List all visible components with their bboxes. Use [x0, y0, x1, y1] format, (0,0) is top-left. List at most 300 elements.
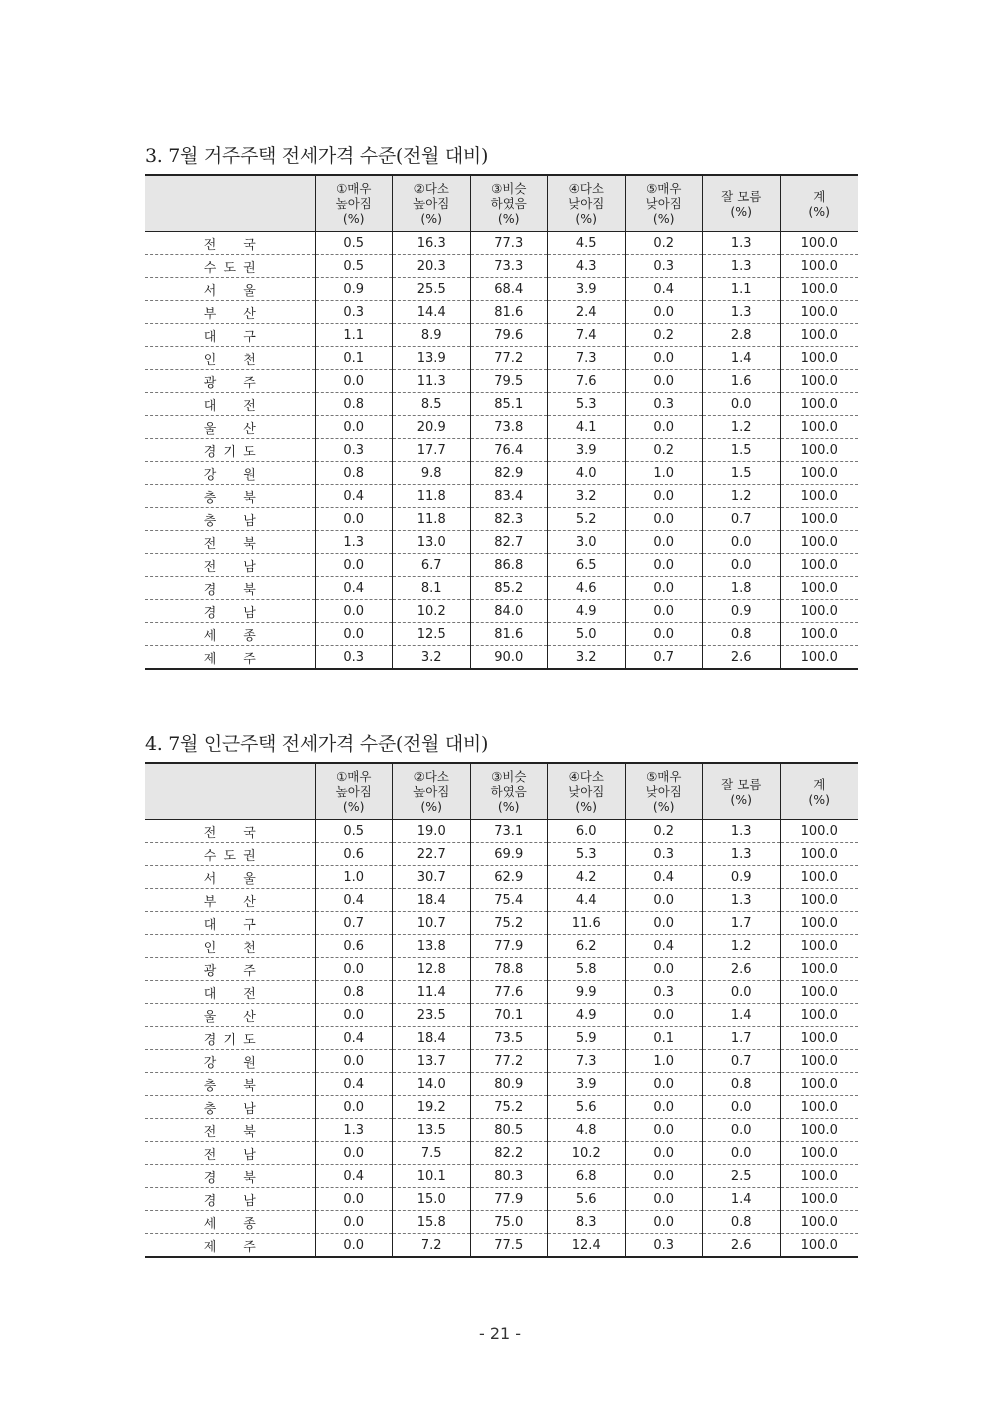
value-cell: 0.0 — [625, 958, 703, 981]
column-header: ④다소 낮아짐 (%) — [548, 763, 626, 820]
value-cell: 3.9 — [548, 439, 626, 462]
value-cell: 0.8 — [703, 623, 781, 646]
value-cell: 3.2 — [548, 646, 626, 670]
value-cell: 11.8 — [393, 508, 471, 531]
value-cell: 4.5 — [548, 232, 626, 255]
value-cell: 0.0 — [625, 577, 703, 600]
value-cell: 85.1 — [470, 393, 548, 416]
value-cell: 0.7 — [315, 912, 393, 935]
value-cell: 2.6 — [703, 958, 781, 981]
table-row — [145, 912, 858, 935]
value-cell: 5.6 — [548, 1188, 626, 1211]
value-cell: 85.2 — [470, 577, 548, 600]
value-cell: 0.0 — [315, 370, 393, 393]
value-cell: 3.9 — [548, 278, 626, 301]
value-cell: 12.8 — [393, 958, 471, 981]
value-cell: 5.9 — [548, 1027, 626, 1050]
table-row — [145, 370, 858, 393]
value-cell: 3.9 — [548, 1073, 626, 1096]
value-cell: 0.0 — [625, 600, 703, 623]
region-cell — [145, 820, 315, 843]
region-label: 충 남 — [203, 1101, 256, 1117]
table-row — [145, 485, 858, 508]
region-label: 전 국 — [203, 825, 256, 841]
value-cell: 0.6 — [315, 935, 393, 958]
value-cell: 15.8 — [393, 1211, 471, 1234]
value-cell: 82.3 — [470, 508, 548, 531]
value-cell: 4.0 — [548, 462, 626, 485]
value-cell: 100.0 — [780, 1004, 858, 1027]
table-row — [145, 1142, 858, 1165]
value-cell: 75.2 — [470, 912, 548, 935]
value-cell: 8.9 — [393, 324, 471, 347]
region-label: 경 기 도 — [203, 444, 256, 460]
table-row — [145, 393, 858, 416]
region-cell — [145, 278, 315, 301]
table-row — [145, 531, 858, 554]
value-cell: 0.7 — [625, 646, 703, 670]
value-cell: 0.2 — [625, 439, 703, 462]
table-row — [145, 843, 858, 866]
value-cell: 0.0 — [703, 981, 781, 1004]
table-row — [145, 623, 858, 646]
value-cell: 0.3 — [625, 393, 703, 416]
region-cell — [145, 485, 315, 508]
value-cell: 1.4 — [703, 347, 781, 370]
value-cell: 0.0 — [625, 347, 703, 370]
table-row — [145, 1004, 858, 1027]
region-cell — [145, 1142, 315, 1165]
value-cell: 1.1 — [315, 324, 393, 347]
value-cell: 0.8 — [703, 1073, 781, 1096]
table-row — [145, 600, 858, 623]
value-cell: 81.6 — [470, 623, 548, 646]
value-cell: 79.5 — [470, 370, 548, 393]
value-cell: 0.4 — [625, 866, 703, 889]
section-title-residence: 3. 7월 거주주택 전세가격 수준(전월 대비) — [145, 145, 489, 167]
value-cell: 12.5 — [393, 623, 471, 646]
region-cell — [145, 958, 315, 981]
value-cell: 1.4 — [703, 1004, 781, 1027]
value-cell: 1.2 — [703, 935, 781, 958]
value-cell: 2.6 — [703, 1234, 781, 1258]
region-cell — [145, 324, 315, 347]
table-row — [145, 889, 858, 912]
region-cell — [145, 646, 315, 670]
region-label: 전 국 — [203, 237, 256, 253]
table-row — [145, 1027, 858, 1050]
value-cell: 100.0 — [780, 439, 858, 462]
value-cell: 6.7 — [393, 554, 471, 577]
value-cell: 100.0 — [780, 370, 858, 393]
value-cell: 0.0 — [315, 1188, 393, 1211]
column-header: ①매우 높아짐 (%) — [315, 763, 393, 820]
value-cell: 0.2 — [625, 324, 703, 347]
value-cell: 0.4 — [315, 485, 393, 508]
value-cell: 7.4 — [548, 324, 626, 347]
value-cell: 0.0 — [625, 370, 703, 393]
value-cell: 73.8 — [470, 416, 548, 439]
value-cell: 3.0 — [548, 531, 626, 554]
value-cell: 0.1 — [625, 1027, 703, 1050]
value-cell: 30.7 — [393, 866, 471, 889]
region-cell — [145, 1211, 315, 1234]
value-cell: 0.0 — [625, 889, 703, 912]
column-header: 잘 모름 (%) — [703, 763, 781, 820]
region-cell — [145, 1188, 315, 1211]
value-cell: 8.3 — [548, 1211, 626, 1234]
column-header: ②다소 높아짐 (%) — [393, 763, 471, 820]
value-cell: 83.4 — [470, 485, 548, 508]
value-cell: 2.5 — [703, 1165, 781, 1188]
value-cell: 4.1 — [548, 416, 626, 439]
value-cell: 0.0 — [315, 1050, 393, 1073]
value-cell: 0.0 — [625, 1073, 703, 1096]
table-row — [145, 232, 858, 255]
value-cell: 1.3 — [703, 255, 781, 278]
value-cell: 0.9 — [703, 866, 781, 889]
value-cell: 100.0 — [780, 623, 858, 646]
value-cell: 0.0 — [315, 1211, 393, 1234]
value-cell: 0.4 — [315, 889, 393, 912]
value-cell: 0.8 — [703, 1211, 781, 1234]
table-row — [145, 820, 858, 843]
region-label: 대 전 — [203, 986, 256, 1002]
region-cell — [145, 554, 315, 577]
value-cell: 0.5 — [315, 232, 393, 255]
value-cell: 1.3 — [703, 232, 781, 255]
value-cell: 1.7 — [703, 912, 781, 935]
table-row — [145, 278, 858, 301]
value-cell: 1.3 — [315, 1119, 393, 1142]
value-cell: 1.0 — [315, 866, 393, 889]
value-cell: 0.4 — [625, 278, 703, 301]
value-cell: 100.0 — [780, 416, 858, 439]
value-cell: 81.6 — [470, 301, 548, 324]
value-cell: 5.8 — [548, 958, 626, 981]
region-label: 강 원 — [203, 1055, 256, 1071]
value-cell: 0.0 — [625, 1188, 703, 1211]
region-label: 부 산 — [203, 306, 256, 322]
value-cell: 84.0 — [470, 600, 548, 623]
region-cell — [145, 1050, 315, 1073]
value-cell: 1.0 — [625, 462, 703, 485]
value-cell: 18.4 — [393, 1027, 471, 1050]
value-cell: 0.4 — [315, 1027, 393, 1050]
value-cell: 8.5 — [393, 393, 471, 416]
value-cell: 0.0 — [315, 554, 393, 577]
value-cell: 10.7 — [393, 912, 471, 935]
value-cell: 13.7 — [393, 1050, 471, 1073]
region-cell — [145, 1073, 315, 1096]
value-cell: 0.3 — [625, 843, 703, 866]
value-cell: 100.0 — [780, 1027, 858, 1050]
value-cell: 1.0 — [625, 1050, 703, 1073]
value-cell: 0.3 — [625, 255, 703, 278]
region-cell — [145, 935, 315, 958]
column-header: 잘 모름 (%) — [703, 175, 781, 232]
table-row — [145, 508, 858, 531]
table-row — [145, 1096, 858, 1119]
value-cell: 1.7 — [703, 1027, 781, 1050]
table-row — [145, 439, 858, 462]
value-cell: 0.4 — [315, 577, 393, 600]
value-cell: 0.3 — [625, 981, 703, 1004]
value-cell: 100.0 — [780, 1165, 858, 1188]
table-row — [145, 324, 858, 347]
table-header-row — [145, 175, 858, 232]
value-cell: 100.0 — [780, 1234, 858, 1258]
value-cell: 19.2 — [393, 1096, 471, 1119]
value-cell: 0.0 — [625, 554, 703, 577]
value-cell: 1.2 — [703, 416, 781, 439]
value-cell: 0.0 — [315, 416, 393, 439]
value-cell: 4.9 — [548, 600, 626, 623]
value-cell: 77.3 — [470, 232, 548, 255]
table-row — [145, 554, 858, 577]
value-cell: 80.5 — [470, 1119, 548, 1142]
region-label: 광 주 — [203, 375, 256, 391]
value-cell: 11.3 — [393, 370, 471, 393]
value-cell: 0.3 — [315, 646, 393, 670]
section-title-nearby: 4. 7월 인근주택 전세가격 수준(전월 대비) — [145, 733, 489, 755]
value-cell: 14.4 — [393, 301, 471, 324]
value-cell: 11.6 — [548, 912, 626, 935]
value-cell: 13.8 — [393, 935, 471, 958]
region-cell — [145, 912, 315, 935]
region-label: 수 도 권 — [203, 260, 256, 276]
value-cell: 100.0 — [780, 301, 858, 324]
value-cell: 100.0 — [780, 1188, 858, 1211]
value-cell: 0.0 — [625, 912, 703, 935]
value-cell: 8.1 — [393, 577, 471, 600]
page-number: - 21 - — [478, 1324, 522, 1343]
value-cell: 100.0 — [780, 347, 858, 370]
value-cell: 100.0 — [780, 462, 858, 485]
value-cell: 5.6 — [548, 1096, 626, 1119]
region-cell — [145, 462, 315, 485]
value-cell: 6.0 — [548, 820, 626, 843]
value-cell: 100.0 — [780, 1211, 858, 1234]
region-cell — [145, 1004, 315, 1027]
value-cell: 79.6 — [470, 324, 548, 347]
region-label: 서 울 — [203, 871, 256, 887]
value-cell: 0.1 — [315, 347, 393, 370]
value-cell: 77.5 — [470, 1234, 548, 1258]
region-label: 서 울 — [203, 283, 256, 299]
region-label: 강 원 — [203, 467, 256, 483]
table-row — [145, 577, 858, 600]
region-label: 전 남 — [203, 1147, 256, 1163]
value-cell: 0.0 — [315, 958, 393, 981]
value-cell: 100.0 — [780, 866, 858, 889]
column-header: ①매우 높아짐 (%) — [315, 175, 393, 232]
value-cell: 15.0 — [393, 1188, 471, 1211]
region-cell — [145, 393, 315, 416]
value-cell: 2.4 — [548, 301, 626, 324]
value-cell: 7.3 — [548, 347, 626, 370]
table-row — [145, 981, 858, 1004]
value-cell: 86.8 — [470, 554, 548, 577]
value-cell: 13.9 — [393, 347, 471, 370]
value-cell: 100.0 — [780, 1050, 858, 1073]
value-cell: 9.8 — [393, 462, 471, 485]
value-cell: 13.0 — [393, 531, 471, 554]
value-cell: 20.3 — [393, 255, 471, 278]
value-cell: 100.0 — [780, 554, 858, 577]
region-cell — [145, 232, 315, 255]
value-cell: 0.0 — [315, 508, 393, 531]
value-cell: 100.0 — [780, 843, 858, 866]
value-cell: 7.6 — [548, 370, 626, 393]
region-label: 충 남 — [203, 513, 256, 529]
region-cell — [145, 600, 315, 623]
value-cell: 1.6 — [703, 370, 781, 393]
value-cell: 1.8 — [703, 577, 781, 600]
value-cell: 1.5 — [703, 439, 781, 462]
value-cell: 73.5 — [470, 1027, 548, 1050]
value-cell: 0.0 — [315, 1004, 393, 1027]
region-label: 대 구 — [203, 917, 256, 933]
value-cell: 100.0 — [780, 577, 858, 600]
region-cell — [145, 301, 315, 324]
value-cell: 20.9 — [393, 416, 471, 439]
value-cell: 5.3 — [548, 393, 626, 416]
region-label: 광 주 — [203, 963, 256, 979]
value-cell: 100.0 — [780, 531, 858, 554]
value-cell: 100.0 — [780, 255, 858, 278]
region-label: 경 남 — [203, 1193, 256, 1209]
value-cell: 100.0 — [780, 820, 858, 843]
region-label: 울 산 — [203, 421, 256, 437]
value-cell: 90.0 — [470, 646, 548, 670]
value-cell: 1.3 — [703, 820, 781, 843]
value-cell: 10.2 — [548, 1142, 626, 1165]
value-cell: 100.0 — [780, 1142, 858, 1165]
value-cell: 0.0 — [625, 1165, 703, 1188]
region-label: 충 북 — [203, 1078, 256, 1094]
value-cell: 16.3 — [393, 232, 471, 255]
value-cell: 0.0 — [703, 554, 781, 577]
value-cell: 0.0 — [625, 1211, 703, 1234]
value-cell: 80.3 — [470, 1165, 548, 1188]
value-cell: 6.8 — [548, 1165, 626, 1188]
value-cell: 0.8 — [315, 981, 393, 1004]
value-cell: 0.0 — [625, 1119, 703, 1142]
region-label: 수 도 권 — [203, 848, 256, 864]
value-cell: 100.0 — [780, 1073, 858, 1096]
value-cell: 2.8 — [703, 324, 781, 347]
value-cell: 0.2 — [625, 820, 703, 843]
value-cell: 75.0 — [470, 1211, 548, 1234]
value-cell: 0.9 — [315, 278, 393, 301]
value-cell: 7.3 — [548, 1050, 626, 1073]
value-cell: 0.0 — [625, 301, 703, 324]
value-cell: 76.4 — [470, 439, 548, 462]
value-cell: 4.6 — [548, 577, 626, 600]
value-cell: 18.4 — [393, 889, 471, 912]
value-cell: 100.0 — [780, 912, 858, 935]
value-cell: 77.9 — [470, 1188, 548, 1211]
value-cell: 5.3 — [548, 843, 626, 866]
region-label: 세 종 — [203, 628, 256, 644]
value-cell: 25.5 — [393, 278, 471, 301]
value-cell: 3.2 — [548, 485, 626, 508]
table-row — [145, 1073, 858, 1096]
column-header: ⑤매우 낮아짐 (%) — [625, 763, 703, 820]
value-cell: 0.0 — [625, 485, 703, 508]
region-label: 전 남 — [203, 559, 256, 575]
region-label: 경 남 — [203, 605, 256, 621]
region-label: 전 북 — [203, 536, 256, 552]
table-row — [145, 301, 858, 324]
value-cell: 0.0 — [315, 1234, 393, 1258]
value-cell: 82.2 — [470, 1142, 548, 1165]
region-cell — [145, 981, 315, 1004]
value-cell: 77.6 — [470, 981, 548, 1004]
value-cell: 1.3 — [315, 531, 393, 554]
value-cell: 5.2 — [548, 508, 626, 531]
value-cell: 100.0 — [780, 508, 858, 531]
value-cell: 0.3 — [315, 439, 393, 462]
value-cell: 62.9 — [470, 866, 548, 889]
value-cell: 100.0 — [780, 393, 858, 416]
value-cell: 0.0 — [625, 623, 703, 646]
value-cell: 11.4 — [393, 981, 471, 1004]
value-cell: 23.5 — [393, 1004, 471, 1027]
value-cell: 1.1 — [703, 278, 781, 301]
value-cell: 0.7 — [703, 1050, 781, 1073]
nearby-jeonse-table — [145, 762, 858, 1258]
table-header-row — [145, 763, 858, 820]
value-cell: 82.7 — [470, 531, 548, 554]
value-cell: 0.5 — [315, 255, 393, 278]
region-cell — [145, 347, 315, 370]
region-label: 대 구 — [203, 329, 256, 345]
column-header: ③비슷 하였음 (%) — [470, 175, 548, 232]
value-cell: 7.2 — [393, 1234, 471, 1258]
region-cell — [145, 843, 315, 866]
table-row — [145, 1050, 858, 1073]
value-cell: 0.0 — [625, 1004, 703, 1027]
value-cell: 6.2 — [548, 935, 626, 958]
table-row — [145, 416, 858, 439]
value-cell: 4.3 — [548, 255, 626, 278]
value-cell: 73.1 — [470, 820, 548, 843]
value-cell: 100.0 — [780, 889, 858, 912]
region-label: 경 기 도 — [203, 1032, 256, 1048]
value-cell: 17.7 — [393, 439, 471, 462]
value-cell: 68.4 — [470, 278, 548, 301]
region-label: 충 북 — [203, 490, 256, 506]
value-cell: 0.5 — [315, 820, 393, 843]
table-row — [145, 646, 858, 670]
value-cell: 0.0 — [625, 531, 703, 554]
value-cell: 4.9 — [548, 1004, 626, 1027]
value-cell: 0.0 — [625, 416, 703, 439]
region-label: 인 천 — [203, 940, 256, 956]
region-cell — [145, 416, 315, 439]
value-cell: 1.3 — [703, 301, 781, 324]
region-cell — [145, 531, 315, 554]
region-cell — [145, 508, 315, 531]
region-cell — [145, 1165, 315, 1188]
column-header: ③비슷 하였음 (%) — [470, 763, 548, 820]
table-row — [145, 958, 858, 981]
region-cell — [145, 1096, 315, 1119]
value-cell: 100.0 — [780, 1096, 858, 1119]
value-cell: 77.2 — [470, 347, 548, 370]
